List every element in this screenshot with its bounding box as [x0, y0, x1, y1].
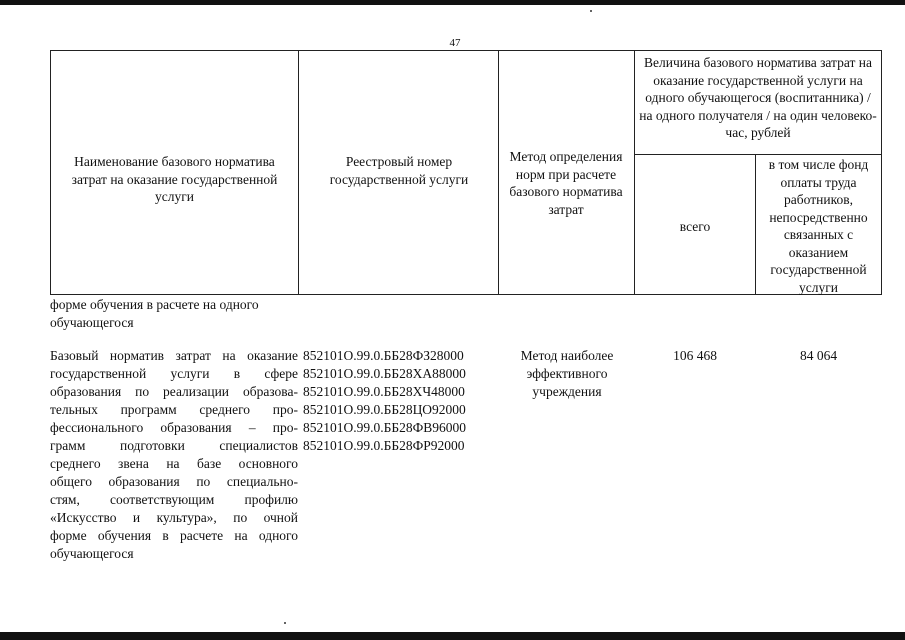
name-line: обучающегося	[50, 546, 134, 561]
row-service-name	[50, 347, 298, 563]
name-line: грамм подготовки специалистов	[50, 438, 298, 453]
header-value-group: Величина базового норматива затрат на оказание государственной услуги на одного обучающегося (воспитанника) / на одного получателя / на один человеко-час, рублей	[639, 55, 877, 140]
continuation-line: обучающегося	[50, 315, 134, 330]
registry-number: 852101О.99.0.ББ28ХЧ48000	[303, 384, 465, 399]
header-total: всего	[679, 219, 711, 234]
name-line: фессионального образования – про-	[50, 420, 298, 435]
header-wage-fund: в том числе фонд оплаты труда работников, непосредственно связанных с оказанием государственной услуги	[768, 157, 869, 295]
name-line: государственной услуги в сфере	[50, 366, 298, 381]
header-method: Метод определения норм при расчете базового норматива затрат	[509, 149, 623, 217]
continuation-line: форме обучения в расчете на одного	[50, 297, 259, 312]
page-number: 47	[449, 37, 461, 49]
registry-number: 852101О.99.0.ББ28ФЗ28000	[303, 348, 464, 363]
scan-speck	[590, 10, 592, 12]
header-name: Наименование базового норматива затрат на оказание государственной услуги	[71, 154, 278, 204]
header-right-border	[881, 50, 882, 295]
header-top-border	[50, 50, 882, 51]
row-method: Метод наиболее эффективного учреждения	[520, 348, 614, 399]
name-line: стям, соответствующим профилю	[50, 492, 298, 507]
name-line: тельных программ среднего про-	[50, 402, 298, 417]
registry-number: 852101О.99.0.ББ28ФВ96000	[303, 420, 467, 435]
row-total: 106 468	[673, 348, 717, 363]
row-wage-fund: 84 064	[799, 348, 838, 363]
scan-speck	[284, 622, 286, 624]
header-divider-4	[755, 154, 756, 295]
header-registry: Реестровый номер государственной услуги	[329, 154, 469, 187]
row-registry-numbers	[303, 347, 498, 455]
name-line: Базовый норматив затрат на оказание	[50, 348, 298, 363]
header-divider-1	[298, 50, 299, 295]
name-line: образования по реализации образова-	[50, 384, 298, 399]
header-subgroup-border	[634, 154, 882, 155]
name-line: среднего звена на базе основного	[50, 456, 298, 471]
scan-edge-top	[0, 0, 905, 5]
registry-number: 852101О.99.0.ББ28ЦО92000	[303, 402, 466, 417]
header-divider-3	[634, 50, 635, 295]
header-left-border	[50, 50, 51, 295]
name-line: «Искусство и культура», по очной	[50, 510, 298, 525]
continuation-text	[50, 296, 298, 332]
name-line: форме обучения в расчете на одного	[50, 528, 298, 543]
scan-edge-bottom	[0, 632, 905, 640]
name-line: общего образования по специально-	[50, 474, 298, 489]
registry-number: 852101О.99.0.ББ28ФР92000	[303, 438, 465, 453]
registry-number: 852101О.99.0.ББ28ХА88000	[303, 366, 466, 381]
header-divider-2	[498, 50, 499, 295]
